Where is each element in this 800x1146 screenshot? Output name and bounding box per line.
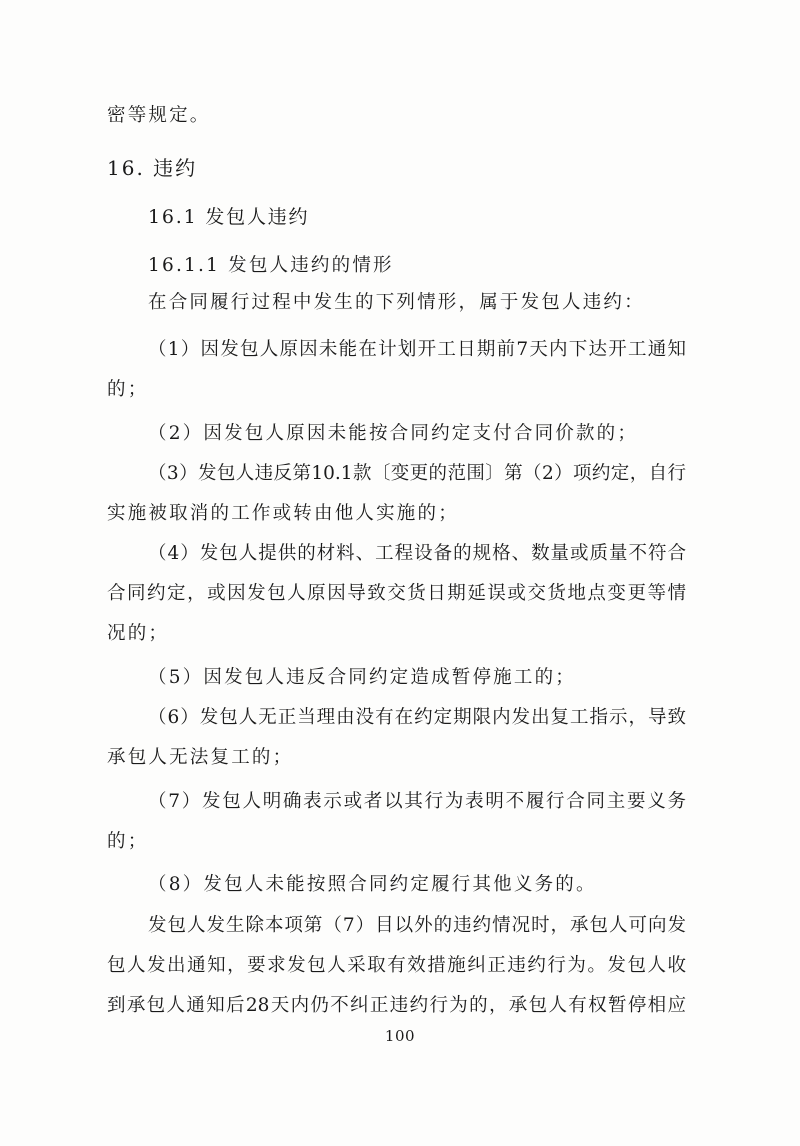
item-1-line-1: （1）因发包人原因未能在计划开工日期前7天内下达开工通知 [148, 339, 686, 360]
paragraph-closing-line-1: 发包人发生除本项第（7）目以外的违约情况时，承包人可向发 [148, 915, 686, 936]
clause-heading-16-1-1: 16.1.1 发包人违约的情形 [148, 255, 394, 276]
item-7-line-1: （7）发包人明确表示或者以其行为表明不履行合同主要义务 [148, 791, 686, 812]
item-8: （8）发包人未能按照合同约定履行其他义务的。 [148, 874, 597, 895]
item-4-line-1: （4）发包人提供的材料、工程设备的规格、数量或质量不符合 [148, 543, 686, 564]
item-3-line-2: 实施被取消的工作或转由他人实施的； [107, 503, 459, 524]
item-6-line-1: （6）发包人无正当理由没有在约定期限内发出复工指示，导致 [148, 707, 686, 728]
item-1-line-2: 的； [107, 379, 149, 400]
item-4-line-2: 合同约定，或因发包人原因导致交货日期延误或交货地点变更等情 [107, 583, 686, 604]
item-4-line-3: 况的； [107, 623, 170, 644]
section-heading-16: 16. 违约 [107, 156, 198, 180]
page-number: 100 [384, 1027, 416, 1045]
paragraph-closing-line-2: 包人发出通知，要求发包人采取有效措施纠正违约行为。发包人收 [107, 955, 686, 976]
paragraph-intro: 在合同履行过程中发生的下列情形，属于发包人违约： [148, 292, 645, 313]
item-6-line-2: 承包人无法复工的； [107, 747, 294, 768]
text-line-continuation: 密等规定。 [107, 105, 211, 126]
item-5: （5）因发包人违反合同约定造成暂停施工的； [148, 667, 576, 688]
paragraph-closing-line-3: 到承包人通知后28天内仍不纠正违约行为的，承包人有权暂停相应 [107, 995, 686, 1016]
subsection-heading-16-1: 16.1 发包人违约 [148, 206, 310, 228]
item-3-line-1: （3）发包人违反第10.1款〔变更的范围〕第（2）项约定，自行 [148, 463, 686, 484]
item-2: （2）因发包人原因未能按合同约定支付合同价款的； [148, 423, 639, 444]
item-7-line-2: 的； [107, 831, 149, 852]
